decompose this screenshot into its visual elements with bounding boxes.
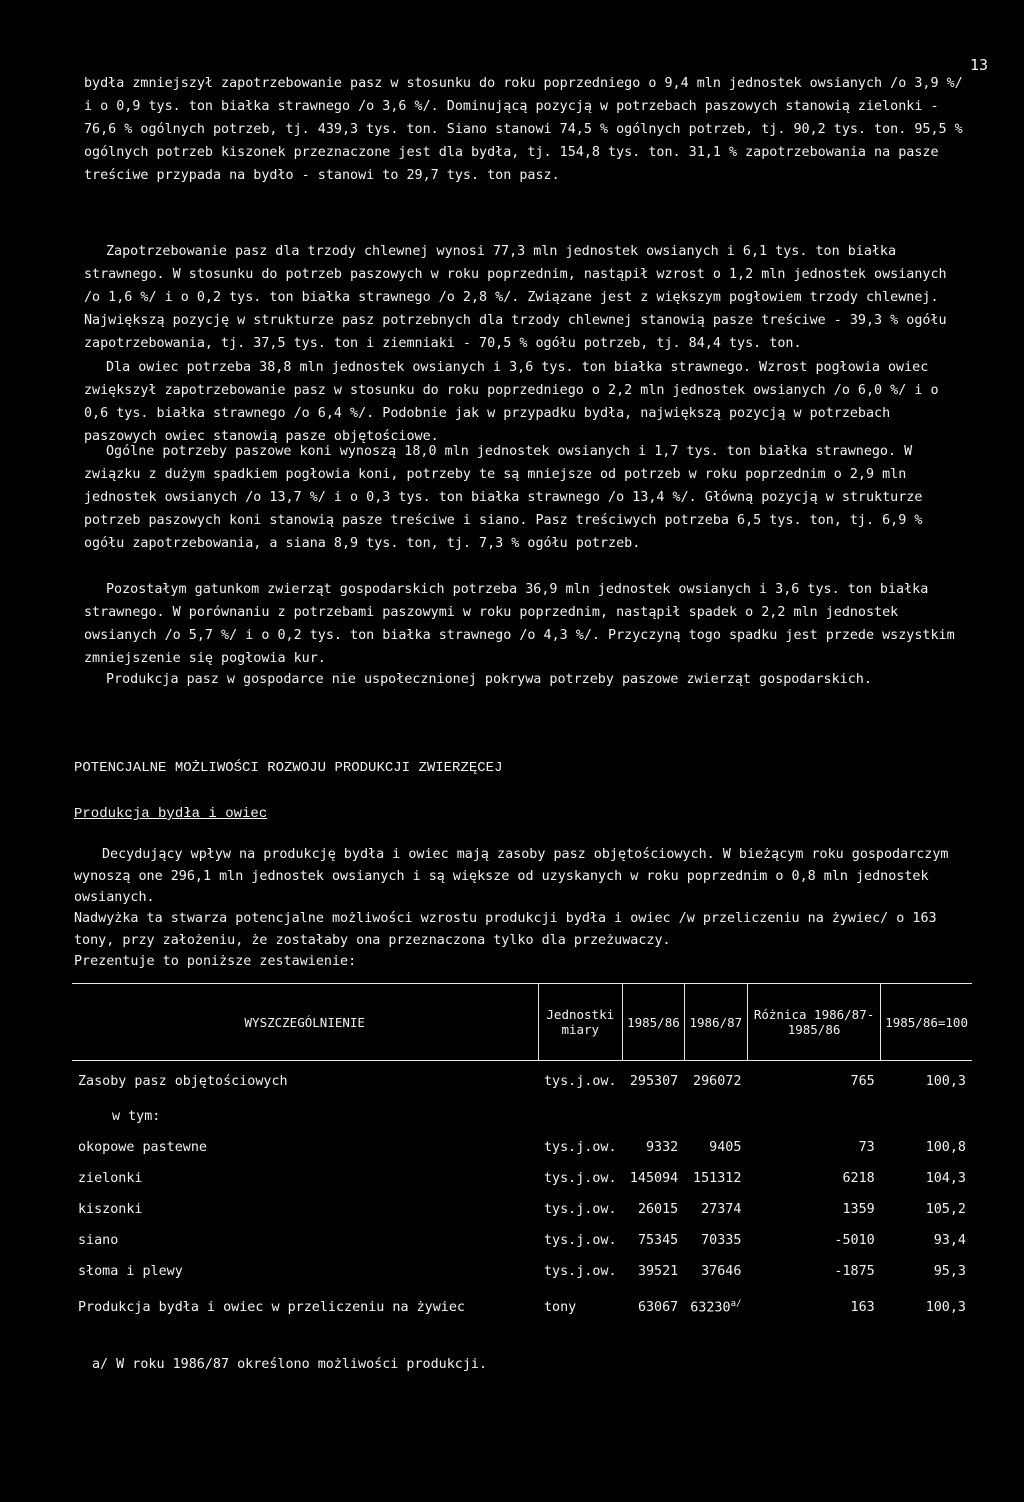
row-value-1986-87: 296072: [693, 1073, 742, 1089]
row-difference: -1875: [834, 1264, 875, 1279]
header-difference: Różnica 1986/87-1985/86: [747, 984, 880, 1061]
footnote: a/ W roku 1986/87 określono możliwości produkcji.: [92, 1357, 488, 1372]
row-unit: tys.j.ow.: [544, 1171, 617, 1186]
row-difference: 1359: [842, 1202, 875, 1217]
row-value-1986-87: 151312: [693, 1171, 742, 1186]
paragraph-forage-resources: Decydujący wpływ na produkcję bydła i owiec mają zasoby pasz objętościowych. W bieżącym roku gospodarczym wynoszą one 296,1 mln jednostek owsianych i są większe od uzyskanych w roku poprzednim o 0,8 mln jednostek owsianych.: [74, 847, 949, 905]
row-value-1985-86: 9332: [646, 1140, 679, 1155]
row-name: Produkcja bydła i owiec w przeliczeniu na żywiec: [78, 1299, 465, 1315]
header-1985-86: 1985/86: [623, 984, 685, 1061]
row-name: słoma i plewy: [78, 1264, 183, 1279]
row-index: 100,3: [925, 1073, 966, 1089]
row-index: 105,2: [925, 1202, 966, 1217]
table-row: [72, 1061, 972, 1102]
row-value-1986-87: 37646: [701, 1264, 742, 1279]
row-value-1985-86: 145094: [629, 1171, 679, 1186]
row-index: 93,4: [933, 1233, 966, 1248]
forage-table: [72, 983, 972, 1327]
row-unit: tys.j.ow.: [544, 1202, 617, 1217]
row-index: 100,8: [925, 1140, 966, 1155]
table-header-row: [72, 984, 972, 1061]
row-value-1985-86: 39521: [637, 1264, 679, 1279]
row-value-1985-86: 63067: [637, 1299, 679, 1315]
table-row: [72, 1194, 972, 1225]
row-difference: 765: [850, 1073, 875, 1089]
value-text: 63230: [690, 1300, 731, 1316]
row-difference: -5010: [834, 1233, 875, 1248]
footnote-marker: a/: [730, 1298, 742, 1309]
row-unit: tys.j.ow.: [544, 1233, 617, 1248]
header-1986-87: 1986/87: [684, 984, 747, 1061]
header-unit: Jednostki miary: [538, 984, 623, 1061]
row-name: zielonki: [78, 1171, 143, 1186]
row-index: 100,3: [925, 1299, 966, 1315]
row-difference: 73: [858, 1140, 875, 1155]
table-row: [72, 1101, 972, 1132]
row-value-1986-87: 27374: [701, 1202, 742, 1217]
row-value-1985-86: 295307: [629, 1073, 679, 1089]
section-heading: POTENCJALNE MOŻLIWOŚCI ROZWOJU PRODUKCJI ZWIERZĘCEJ: [74, 760, 503, 776]
row-name: w tym:: [112, 1109, 161, 1124]
row-name: okopowe pastewne: [78, 1140, 207, 1155]
header-index: 1985/86=100: [881, 984, 972, 1061]
row-value-1986-87: 70335: [701, 1233, 742, 1248]
paragraph-cattle: bydła zmniejszył zapotrzebowanie pasz w stosunku do roku poprzedniego o 9,4 mln jednostek owsianych /o 3,9 %/ i o 0,9 tys. ton białka strawnego /o 3,6 %/. Dominującą pozycją w potrzebach paszowych stanowią zielonki - 76,6 % ogólnych potrzeb, tj. 439,3 tys. ton. Siano stanowi 74,5 % ogólnych potrzeb, tj. 90,2 tys. ton. 95,5 % ogólnych potrzeb kiszonek przeznaczone jest dla bydła, tj. 154,8 tys. ton. 31,1 % zapotrzebowania na pasze treściwe przypada na bydło - stanowi to 29,7 tys. ton pasz.: [84, 76, 963, 183]
row-value-1986-87: 9405: [709, 1140, 742, 1155]
row-index: 104,3: [925, 1171, 966, 1186]
row-value-1985-86: 75345: [637, 1233, 679, 1248]
row-index: 95,3: [933, 1264, 966, 1279]
header-specification: WYSZCZEGÓLNIENIE: [72, 984, 538, 1061]
row-name: siano: [78, 1233, 119, 1248]
paragraph-presentation: Prezentuje to poniższe zestawienie:: [74, 954, 357, 969]
table-row: [72, 1256, 972, 1287]
paragraph-horses: Ogólne potrzeby paszowe koni wynoszą 18,0 mln jednostek owsianych i 1,7 tys. ton białka strawnego. W związku z dużym spadkiem pogłowia koni, potrzeby te są mniejsze od potrzeb w roku poprzednim o 2,9 mln jednostek owsianych /o 13,7 %/ i o 0,3 tys. ton białka strawnego /o 13,4 %/. Główną pozycją w strukturze potrzeb paszowych koni stanowią pasze treściwe i siano. Pasz treściwych potrzeba 6,5 tys. ton, tj. 6,9 % ogółu zapotrzebowania, a siana 8,9 tys. ton, tj. 7,3 % ogółu potrzeb.: [84, 444, 923, 551]
table-row: [72, 1132, 972, 1163]
row-unit: tys.j.ow.: [544, 1264, 617, 1279]
paragraph-pigs: Zapotrzebowanie pasz dla trzody chlewnej wynosi 77,3 mln jednostek owsianych i 6,1 tys. ton białka strawnego. W stosunku do potrzeb paszowych w roku poprzednim, nastąpił wzrost o 1,2 mln jednostek owsianych /o 1,6 %/ i o 0,2 tys. ton białka strawnego /o 2,8 %/. Związane jest z większym pogłowiem trzody chlewnej. Największą pozycję w strukturze pasz potrzebnych dla trzody chlewnej stanowią pasze treściwe - 39,3 % ogółu zapotrzebowania, tj. 37,5 tys. ton i ziemniaki - 70,5 % ogółu potrzeb, tj. 84,4 tys. ton.: [84, 244, 947, 351]
row-unit: tys.j.ow.: [544, 1140, 617, 1155]
row-value-1986-87: [684, 1287, 747, 1327]
row-unit: tony: [544, 1299, 577, 1315]
paragraph-other-animals: Pozostałym gatunkom zwierząt gospodarskich potrzeba 36,9 mln jednostek owsianych i 3,6 tys. ton białka strawnego. W porównaniu z potrzebami paszowymi w roku poprzednim, nastąpił spadek o 2,2 mln jednostek owsianych /o 5,7 %/ i o 0,2 tys. ton białka strawnego /o 4,3 %/. Przyczyną togo spadku jest przede wszystkim zmniejszenie się pogłowia kur.: [84, 582, 955, 666]
row-value-1985-86: 26015: [637, 1202, 679, 1217]
paragraph-surplus: Nadwyżka ta stwarza potencjalne możliwości wzrostu produkcji bydła i owiec /w przeliczeniu na żywiec/ o 163 tony, przy założeniu, że zostałaby ona przeznaczona tylko dla przeżuwaczy.: [74, 911, 937, 948]
subsection-heading: Produkcja bydła i owiec: [74, 806, 268, 822]
paragraph-private-sector: Produkcja pasz w gospodarce nie uspołecznionej pokrywa potrzeby paszowe zwierząt gospodarskich.: [106, 672, 872, 687]
table-row: [72, 1225, 972, 1256]
page-number: 13: [969, 56, 988, 74]
row-name: Zasoby pasz objętościowych: [78, 1073, 288, 1089]
row-difference: 163: [850, 1299, 875, 1315]
row-difference: 6218: [842, 1171, 875, 1186]
row-unit: tys.j.ow.: [544, 1073, 617, 1089]
row-name: kiszonki: [78, 1202, 143, 1217]
table-row: [72, 1287, 972, 1327]
table-row: [72, 1163, 972, 1194]
paragraph-sheep: Dla owiec potrzeba 38,8 mln jednostek owsianych i 3,6 tys. ton białka strawnego. Wzrost pogłowia owiec zwiększył zapotrzebowanie pasz w stosunku do roku poprzedniego o 2,2 mln jednostek owsianych /o 6,0 %/ i o 0,6 tys. białka strawnego /o 6,4 %/. Podobnie jak w przypadku bydła, największą pozycją w potrzebach paszowych owiec stanowią pasze objętościowe.: [84, 360, 939, 444]
